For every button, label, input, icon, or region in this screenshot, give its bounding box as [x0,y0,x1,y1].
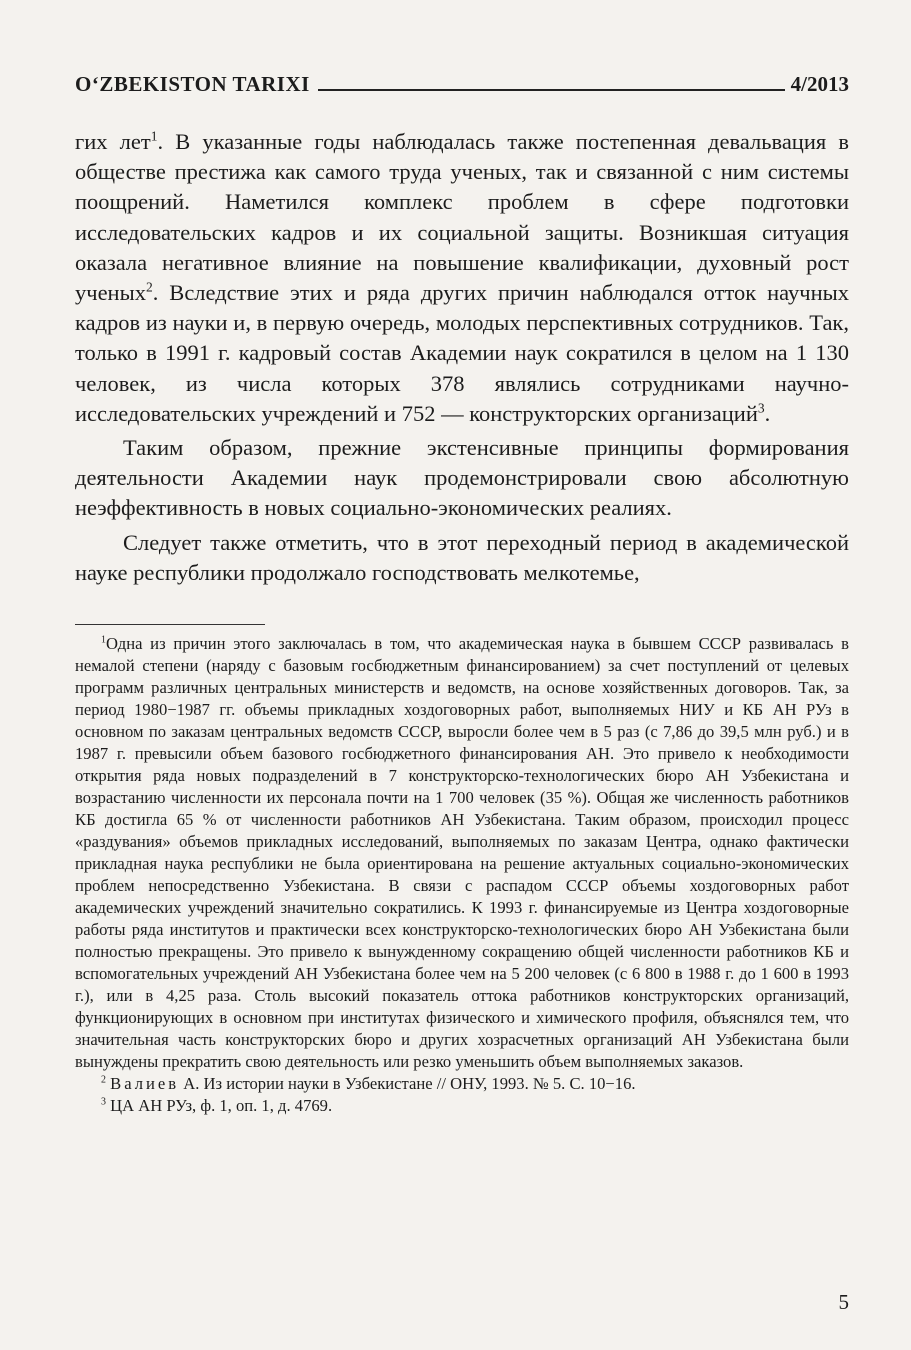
footnote-3-text: ЦА АН РУз, ф. 1, оп. 1, д. 4769. [105,1096,333,1115]
page-number: 5 [838,1290,849,1314]
paragraph-1-tail: . [764,400,771,426]
footnotes [75,633,849,1117]
footnote-2 [75,1073,849,1095]
footnote-ref-3: 3 [757,400,765,416]
header-rule [318,89,785,91]
paragraph-2: Таким образом, прежние экстенсивные принципы формирования деятельности Академии наук продемонстрировали свою абсолютную неэффективность в новых социально-экономических реалиях. [75,435,849,521]
footnote-2-text: А. Из истории науки в Узбекистане // ОНУ, 1993. № 5. С. 10−16. [179,1074,636,1093]
paragraph-1-end: . Вследствие этих и ряда других причин наблюдался отток научных кадров из науки и, в первую очередь, молодых перспективных сотрудников. Так, только в 1991 г. кадровый состав Академии наук сократился в целом на 1 130 человек, из числа которых 378 являлись сотрудниками научно-исследовательских учреждений и 752 — конструкторских организаций [75,280,849,426]
issue-number: 4/2013 [790,72,849,96]
footnote-1 [75,633,849,1073]
paragraph-3: Следует также отметить, что в этот переходный период в академической науке республики продолжало господствовать мелкотемье, [75,529,849,585]
running-header [75,68,849,96]
footnote-1-text: Одна из причин этого заключалась в том, что академическая наука в бывшем СССР развивалась в немалой степени (наряду с базовым госбюджетным финансированием) за счет поступлений от целевых программ различных центральных министерств и ведомств, на основе хозяйственных договоров. Так, за период 1980−1987 гг. объемы прикладных хоздоговорных работ, выполняемых НИУ и КБ АН РУз в основном по заказам центральных ведомств СССР, выросли более чем в 5 раз (с 7,86 до 39,5 млн руб.) и в 1987 г. превысили объем базового госбюджетного финансирования АН. Это привело к необходимости открытия ряда новых подразделений в 7 конструкторско-технологических бюро АН Узбекистана и возрастанию численности их персонала почти на 1 700 человек (35 %). Общая же численность работников КБ достигла 65 % от численности работников АН Узбекистана. Таким образом, происходил процесс «раздувания» объемов прикладных исследований, выполняемых по заказам Центра, однако фактически прикладная наука республики не была ориентирована на решение актуальных социально-экономических проблем непосредственно Узбекистана. В связи с распадом СССР объемы хоздоговорных работ академических учреждений значительно сократились. К 1993 г. финансируемые из Центра хоздоговорные работы ряда институтов и практически всех конструкторско-технологических бюро АН Узбекистана были полностью прекращены. Это привело к вынужденному сокращению общей численности работников КБ и вспомогательных учреждений АН Узбекистана более чем на 5 200 человек (с 6 800 в 1988 г. до 1 600 в 1993 г.), или в 4,25 раза. Столь высокий показатель оттока работников конструкторских организаций, функционирующих в основном при институтах физического и химического профиля, объяснялся тем, что значительная часть конструкторских бюро и других хозрасчетных организаций АН Узбекистана были вынуждены прекратить свою деятельность или резко уменьшить объем выполняемых заказов. [75,634,849,1071]
main-text [75,127,849,588]
footnote-3 [75,1095,849,1117]
journal-title: O‘ZBEKISTON TARIXI [75,72,310,96]
footnote-separator [75,624,265,625]
paragraph-1-start: гих лет [75,129,151,154]
footnote-ref-2: 2 [145,279,153,295]
footnote-1-number: 1 [101,634,106,646]
footnote-2-number: 2 [101,1074,106,1086]
footnote-2-author: Валиев [110,1074,180,1093]
paragraph-1-middle: . В указанные годы наблюдалась также постепенная девальвация в обществе престижа как самого труда ученых, так и связанной с ним системы поощрений. Наметился комплекс проблем в сфере подготовки исследовательских кадров и их социальной защиты. Возникшая ситуация оказала негативное влияние на повышение квалификации, духовный рост ученых [75,129,849,306]
footnote-ref-1: 1 [150,128,158,144]
footnote-3-number: 3 [101,1096,106,1108]
paragraph-1 [75,127,849,429]
